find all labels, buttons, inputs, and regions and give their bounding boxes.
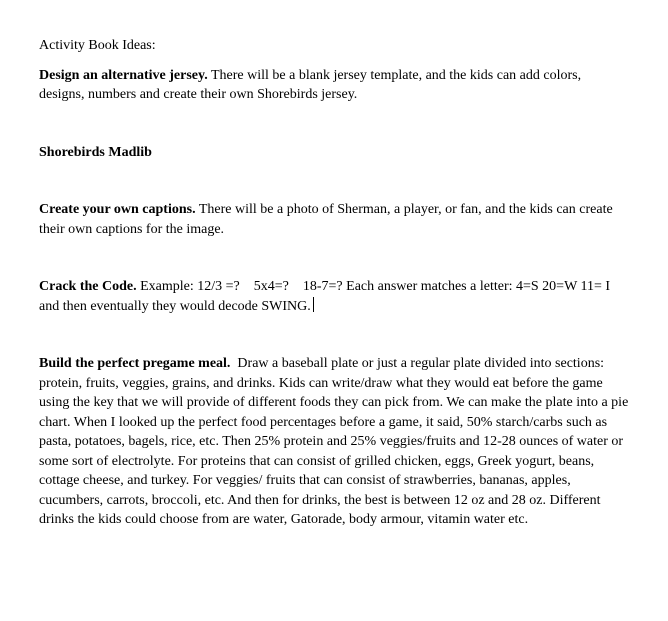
section-crack-the-code (39, 277, 629, 316)
section-title: Shorebirds Madlib (39, 144, 152, 160)
section-body: There will be a blank jersey template, and the kids can add colors, designs, numbers and create their own Shorebirds jersey. (39, 67, 582, 102)
section-captions (39, 200, 629, 239)
section-title: Create your own captions. (39, 202, 196, 217)
section-body: Draw a baseball plate or just a regular plate divided into sections: protein, fruits, veggies, grains, and drinks. Kids can write/draw what they would eat before the game using the key that we will provide of different foods they can pick from. We can make the plate into a pie chart. When I looked up the perfect food percentages before a game, it said, 50% starch/carbs such as pasta, potatoes, bagels, rice, etc. Then 25% protein and 25% veggies/fruits and 12-28 ounces of water or some sort of electrolyte. For proteins that can consist of grilled chicken, eggs, Greek yogurt, beans, cottage cheese, and turkey. For veggies/ fruits that can consist of strawberries, bananas, apples, cucumbers, carrots, broccoli, etc. And then for drinks, the best is between 12 oz and 28 oz. Different drinks the kids could choose from are water, Gatorade, body armour, vitamin water etc. (39, 356, 632, 527)
section-body: Example: 12/3 =? 5x4=? 18-7=? Each answer matches a letter: 4=S 20=W 11= I and then eventually they would decode SWING. (39, 279, 614, 314)
section-pregame-meal (39, 354, 632, 530)
section-madlib (39, 143, 629, 163)
section-title: Design an alternative jersey. (39, 67, 208, 83)
section-title: Crack the Code. (39, 279, 137, 294)
text-cursor (313, 297, 314, 312)
document-page[interactable] (39, 36, 632, 530)
document-heading: Activity Book Ideas: (39, 38, 156, 53)
section-title: Build the perfect pregame meal. (39, 356, 231, 371)
section-body: There will be a photo of Sherman, a player, or fan, and the kids can create their own captions for the image. (39, 202, 613, 237)
section-alternative-jersey (39, 66, 629, 105)
